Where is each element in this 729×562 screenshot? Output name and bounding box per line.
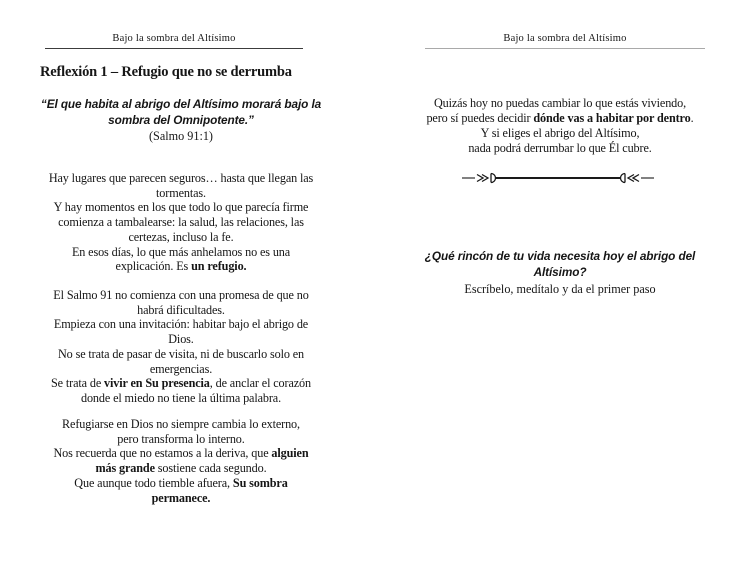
- text-line: Quizás hoy no puedas cambiar lo que estás viviendo,: [433, 96, 687, 110]
- text-line: Empieza con una invitación: habitar bajo el abrigo de: [53, 317, 309, 332]
- text-line: Refugiarse en Dios no siempre cambia lo externo,: [62, 417, 300, 431]
- text-line: Hay lugares que parecen seguros… hasta que llegan las: [48, 171, 314, 185]
- text-line: tormentas.: [156, 185, 206, 200]
- text-line: El Salmo 91 no comienza con una promesa de que no: [53, 288, 309, 302]
- reflection-action: Escríbelo, medítalo y da el primer paso: [464, 282, 656, 296]
- text-line: donde el miedo no tiene la última palabra.: [80, 390, 282, 405]
- text-line: más grande sostiene cada segundo.: [95, 461, 267, 476]
- chapter-title: Reflexión 1 – Refugio que no se derrumba: [40, 64, 292, 80]
- text-line: habrá dificultades.: [137, 302, 225, 317]
- running-header-left: Bajo la sombra del Altísimo: [45, 33, 303, 49]
- text-line: pero transforma lo interno.: [117, 431, 245, 446]
- text-line: Y hay momentos en los que todo lo que parecía firme: [53, 200, 309, 215]
- ornament-divider: [462, 170, 654, 186]
- text-line: emergencias.: [149, 361, 213, 376]
- body-paragraph: [31, 171, 331, 274]
- text-line: nada podrá derrumbar lo que Él cubre.: [468, 141, 652, 155]
- text-line: “El que habita al abrigo del Altísimo morará bajo la: [40, 97, 322, 111]
- text-line: pero sí puedes decidir dónde vas a habitar por dentro.: [426, 111, 694, 125]
- text-line: certezas, incluso la fe.: [128, 229, 234, 244]
- text-line: En esos días, lo que más anhelamos no es una: [71, 244, 291, 259]
- scripture-quote: [31, 96, 331, 128]
- text-line: comienza a tambalearse: la salud, las relaciones, las: [58, 215, 304, 230]
- divider-ornament-icon: [462, 170, 654, 186]
- reflection-block: [410, 249, 710, 297]
- text-line: permanece.: [151, 490, 211, 505]
- text-line: No se trata de pasar de visita, ni de buscarlo solo en: [58, 346, 304, 361]
- text-line: explicación. Es un refugio.: [115, 259, 247, 274]
- text-line: ¿Qué rincón de tu vida necesita hoy el abrigo del: [424, 249, 696, 263]
- text-line: Y si eliges el abrigo del Altísimo,: [480, 126, 640, 140]
- running-header-right: Bajo la sombra del Altísimo: [425, 33, 705, 49]
- reflection-question: [410, 249, 710, 280]
- scripture-quote-block: [31, 96, 331, 144]
- text-line: Que aunque todo tiemble afuera, Su sombra: [74, 475, 288, 490]
- text-line: Dios.: [168, 332, 194, 347]
- text-line: Nos recuerda que no estamos a la deriva, que alguien: [53, 446, 309, 461]
- text-line: sombra del Omnipotente.”: [108, 113, 254, 127]
- body-paragraph: [31, 417, 331, 505]
- text-line: Altísimo?: [533, 264, 587, 279]
- body-paragraph: [410, 96, 710, 156]
- body-paragraph: [31, 288, 331, 406]
- text-line: Se trata de vivir en Su presencia, de anclar el corazón: [51, 376, 311, 391]
- scripture-reference: (Salmo 91:1): [149, 129, 213, 143]
